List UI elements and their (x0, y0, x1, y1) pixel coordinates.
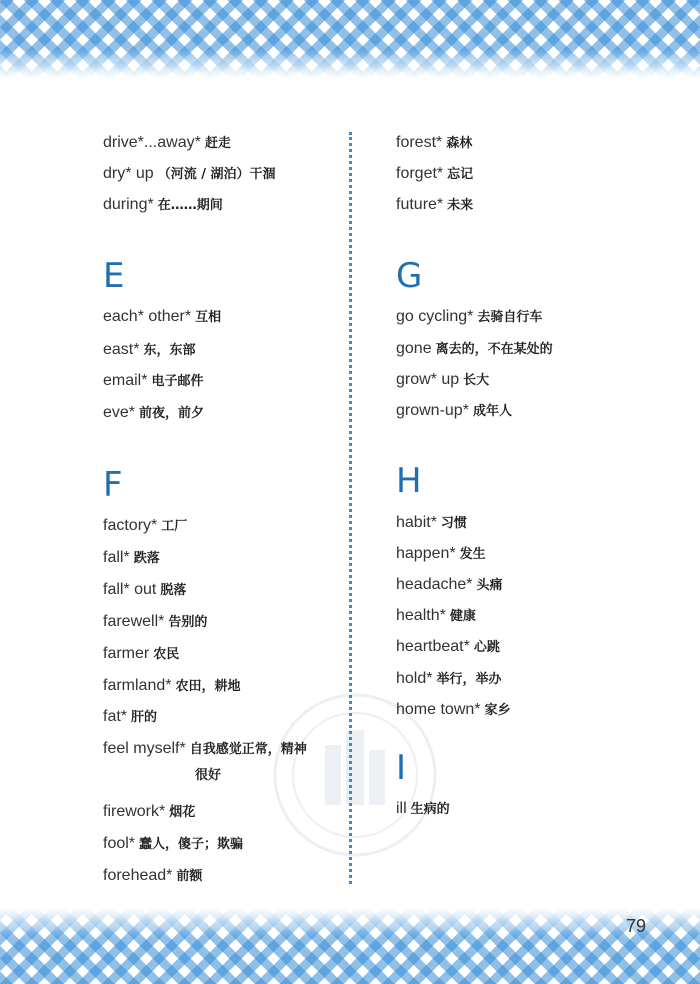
section-letter-g: G (396, 256, 423, 296)
list-item (103, 370, 203, 392)
entry-word: each* other* (103, 308, 192, 325)
entry-word: dry* up (103, 165, 154, 182)
section-letter-h: H (396, 461, 422, 501)
entry-translation: （河流 / 湖泊）干涸 (157, 167, 276, 182)
list-item (103, 865, 202, 887)
entry-translation: 成年人 (472, 404, 512, 419)
entry-translation: 忘记 (447, 167, 474, 182)
list-item (103, 547, 160, 569)
entry-translation: 自我感觉正常，精神 (189, 742, 307, 757)
entry-word: ill (396, 800, 407, 817)
list-item (103, 402, 204, 424)
list-item (396, 369, 489, 391)
list-item (396, 132, 472, 154)
entry-word: happen* (396, 545, 456, 562)
list-item (396, 194, 473, 216)
list-item (103, 306, 221, 328)
entry-translation: 农田，耕地 (175, 679, 241, 694)
list-item (396, 543, 486, 565)
list-item (103, 515, 187, 537)
entry-word: habit* (396, 514, 437, 531)
list-item (396, 668, 502, 690)
list-item (103, 579, 186, 601)
entry-word: fall* out (103, 581, 157, 598)
list-item (103, 163, 276, 185)
list-item (103, 194, 223, 216)
entry-translation: 健康 (449, 609, 476, 624)
entry-translation: 前夜，前夕 (139, 406, 205, 421)
entry-word: future* (396, 196, 444, 213)
entry-translation: 举行，举办 (436, 672, 502, 687)
entry-word: headache* (396, 576, 473, 593)
entry-translation: 头痛 (476, 578, 503, 593)
entry-word: drive*...away* (103, 134, 201, 151)
entry-translation: 家乡 (484, 703, 511, 718)
entry-word: forest* (396, 134, 443, 151)
entry-word: fall* (103, 549, 130, 566)
entry-word: factory* (103, 517, 158, 534)
entry-word: farewell* (103, 613, 165, 630)
entry-translation: 互相 (195, 310, 222, 325)
entry-translation: 生病的 (410, 802, 450, 817)
list-item (103, 675, 241, 697)
header-gingham-border (0, 0, 700, 78)
entry-word: firework* (103, 803, 166, 820)
entry-word: fat* (103, 708, 128, 725)
entry-word: fool* (103, 835, 136, 852)
list-item (396, 798, 450, 820)
page-number: 79 (626, 916, 647, 936)
entry-translation: 蠢人，傻子；欺骗 (139, 837, 244, 852)
entry-word: feel myself* (103, 740, 186, 757)
entry-translation-continued: 很好 (195, 768, 222, 783)
list-item (396, 338, 553, 360)
entry-word: grow* up (396, 371, 460, 388)
entry-word: east* (103, 341, 140, 358)
entry-translation: 未来 (447, 198, 474, 213)
list-item (396, 306, 542, 328)
footer-gingham-border (0, 908, 700, 984)
entry-translation: 肝的 (131, 710, 158, 725)
entry-word: eve* (103, 404, 136, 421)
entry-translation: 工厂 (161, 519, 188, 534)
entry-word: hold* (396, 670, 433, 687)
entry-translation: 东，东部 (143, 343, 196, 358)
entry-translation: 农民 (153, 647, 180, 662)
entry-translation: 电子邮件 (151, 374, 204, 389)
entry-translation: 前额 (176, 869, 203, 884)
entry-translation: 烟花 (169, 805, 196, 820)
list-item (396, 400, 512, 422)
list-item (103, 132, 231, 154)
entry-word: health* (396, 607, 446, 624)
entry-word: forehead* (103, 867, 173, 884)
entry-translation: 心跳 (473, 640, 500, 655)
entry-word: gone (396, 340, 432, 357)
entry-word: farmland* (103, 677, 172, 694)
entry-translation: 跌落 (133, 551, 160, 566)
list-item (396, 574, 503, 596)
entry-word: forget* (396, 165, 444, 182)
section-letter-e: E (103, 256, 125, 296)
entry-word: during* (103, 196, 154, 213)
section-letter-f: F (103, 465, 123, 505)
list-item (103, 801, 195, 823)
entry-translation: 习惯 (440, 516, 467, 531)
entry-translation: 在……期间 (157, 198, 223, 213)
entry-word: home town* (396, 701, 481, 718)
entry-translation: 离去的，不在某处的 (435, 342, 553, 357)
list-item (103, 611, 207, 633)
entry-translation: 去骑自行车 (477, 310, 543, 325)
list-item (103, 833, 243, 855)
list-item (103, 643, 179, 665)
entry-translation: 发生 (459, 547, 486, 562)
entry-word: email* (103, 372, 148, 389)
list-item (396, 512, 467, 534)
list-item (396, 605, 476, 627)
list-item (103, 339, 195, 361)
entry-translation: 赶走 (204, 136, 231, 151)
list-item (396, 636, 500, 658)
entry-translation: 长大 (463, 373, 490, 388)
section-letter-i: I (396, 748, 407, 788)
list-item (103, 706, 157, 728)
entry-word: farmer (103, 645, 150, 662)
entry-word: heartbeat* (396, 638, 470, 655)
entry-translation: 脱落 (160, 583, 187, 598)
list-item (396, 163, 473, 185)
entry-translation: 告别的 (168, 615, 208, 630)
list-item (396, 699, 511, 721)
entry-translation: 森林 (446, 136, 473, 151)
list-item (103, 738, 307, 786)
entry-word: grown-up* (396, 402, 469, 419)
entry-word: go cycling* (396, 308, 474, 325)
